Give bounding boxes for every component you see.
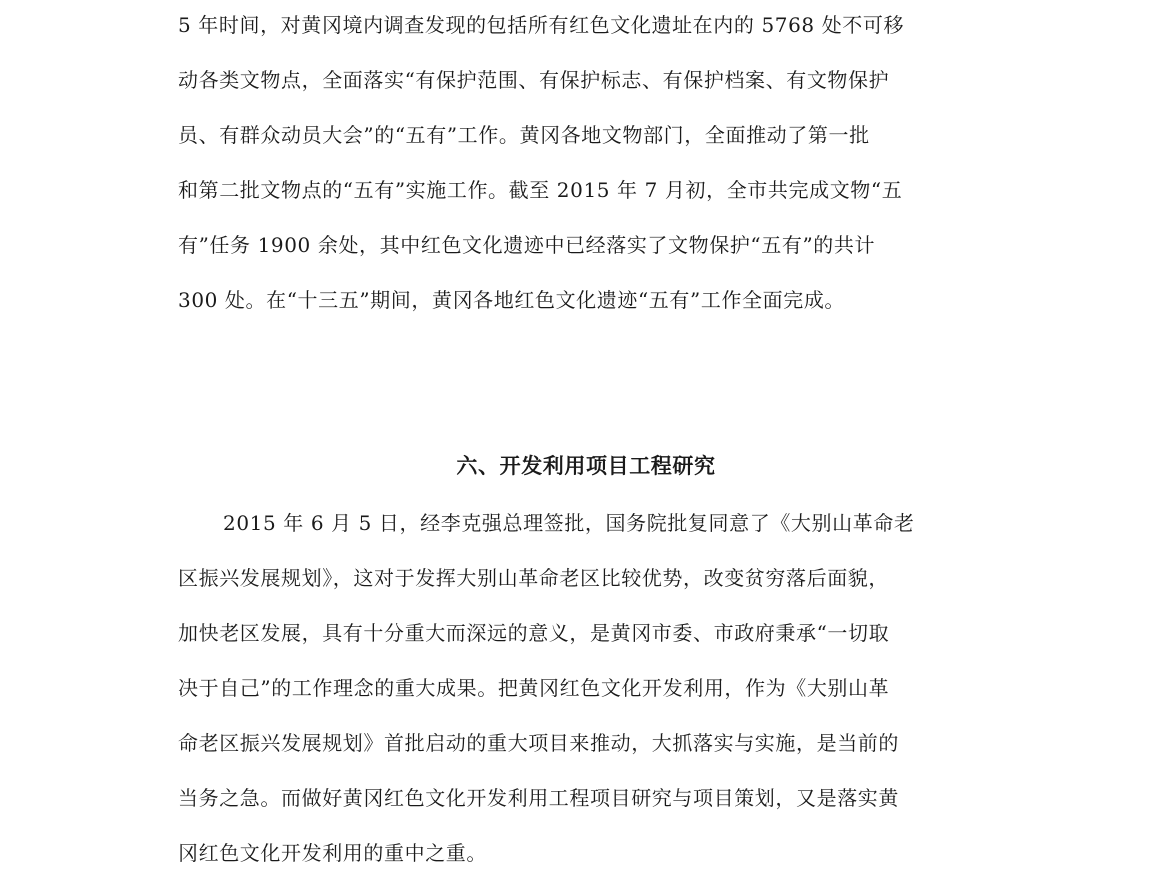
paragraph-line: 动各类文物点，全面落实“有保护范围、有保护标志、有保护档案、有文物保护: [178, 68, 890, 92]
paragraph-line: 员、有群众动员大会”的“五有”工作。黄冈各地文物部门，全面推动了第一批: [178, 123, 870, 147]
paragraph-line: 冈红色文化开发利用的重中之重。: [178, 841, 487, 865]
paragraph-line: 有”任务 1900 余处，其中红色文化遗迹中已经落实了文物保护“五有”的共计: [178, 233, 876, 257]
paragraph-line: 当务之急。而做好黄冈红色文化开发利用工程项目研究与项目策划，又是落实黄: [178, 786, 899, 810]
paragraph-line: 2015 年 6 月 5 日，经李克强总理签批，国务院批复同意了《大别山革命老: [223, 511, 915, 535]
paragraph-line: 加快老区发展，具有十分重大而深远的意义，是黄冈市委、市政府秉承“一切取: [178, 621, 890, 645]
section-heading: 六、开发利用项目工程研究: [456, 454, 716, 478]
paragraph-line: 300 处。在“十三五”期间，黄冈各地红色文化遗迹“五有”工作全面完成。: [178, 288, 846, 312]
paragraph-line: 决于自己”的工作理念的重大成果。把黄冈红色文化开发利用，作为《大别山革: [178, 676, 890, 700]
paragraph-line: 区振兴发展规划》，这对于发挥大别山革命老区比较优势，改变贫穷落后面貌，: [178, 566, 889, 590]
paragraph-line: 5 年时间，对黄冈境内调查发现的包括所有红色文化遗址在内的 5768 处不可移: [178, 13, 905, 37]
paragraph-line: 命老区振兴发展规划》首批启动的重大项目来推动，大抓落实与实施，是当前的: [178, 731, 899, 755]
paragraph-line: 和第二批文物点的“五有”实施工作。截至 2015 年 7 月初，全市共完成文物“五: [178, 178, 903, 202]
